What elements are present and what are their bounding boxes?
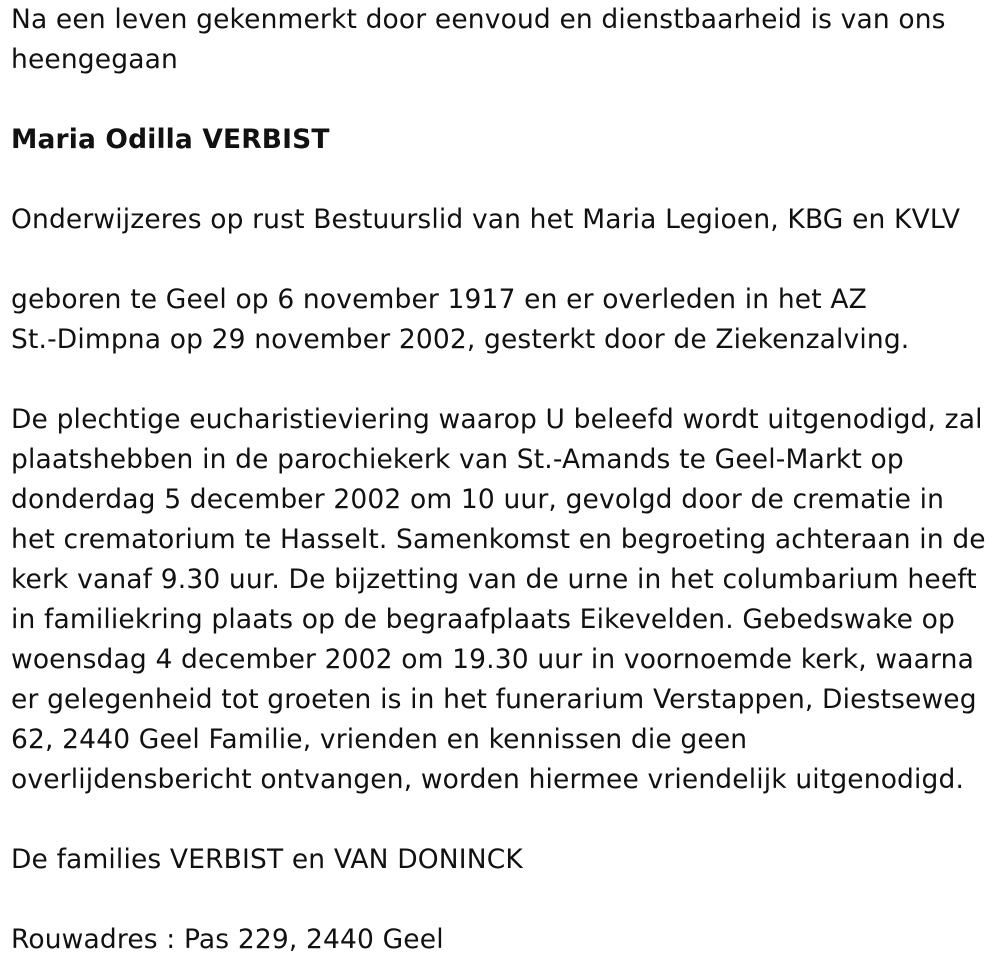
deceased-name: Maria Odilla VERBIST (11, 124, 330, 155)
intro-text: Na een leven gekenmerkt door eenvoud en dienstbaarheid is van ons heengegaan (11, 4, 946, 75)
spacer (11, 160, 993, 200)
spacer (11, 240, 993, 280)
role-text: Onderwijzeres op rust Bestuurslid van het Maria Legioen, KBG en KVLV (11, 204, 961, 235)
birth-line-2: St.-Dimpna op 29 november 2002, gesterkt door de Ziekenzalving. (11, 324, 910, 355)
spacer (11, 80, 993, 120)
birth-line-1: geboren te Geel op 6 november 1917 en er overleden in het AZ (11, 284, 867, 315)
address-text: Rouwadres : Pas 229, 2440 Geel (11, 924, 444, 955)
spacer (11, 360, 993, 400)
spacer (11, 800, 993, 840)
ceremony-text: De plechtige eucharistieviering waarop U beleefd wordt uitgenodigd, zal plaatshebben in de parochiekerk van St.-Amands te Geel-Markt op donderdag 5 december 2002 om 10 uur, gevolgd door de crematie in het crematorium te Hasselt. Samenkomst en begroeting achteraan in de kerk vanaf 9.30 uur. De bijzetting van de urne in het columbarium heeft in familiekring plaats op de begraafplaats Eikevelden. Gebedswake op woensdag 4 december 2002 om 19.30 uur in voornoemde kerk, waarna er gelegenheid tot groeten is in het funerarium Verstappen, Diestseweg 62, 2440 Geel Familie, vrienden en kennissen die geen overlijdensbericht ontvangen, worden hiermee vriendelijk uitgenodigd. (11, 404, 986, 795)
spacer (11, 880, 993, 920)
obituary-notice (11, 0, 993, 960)
families-text: De families VERBIST en VAN DONINCK (11, 844, 523, 875)
